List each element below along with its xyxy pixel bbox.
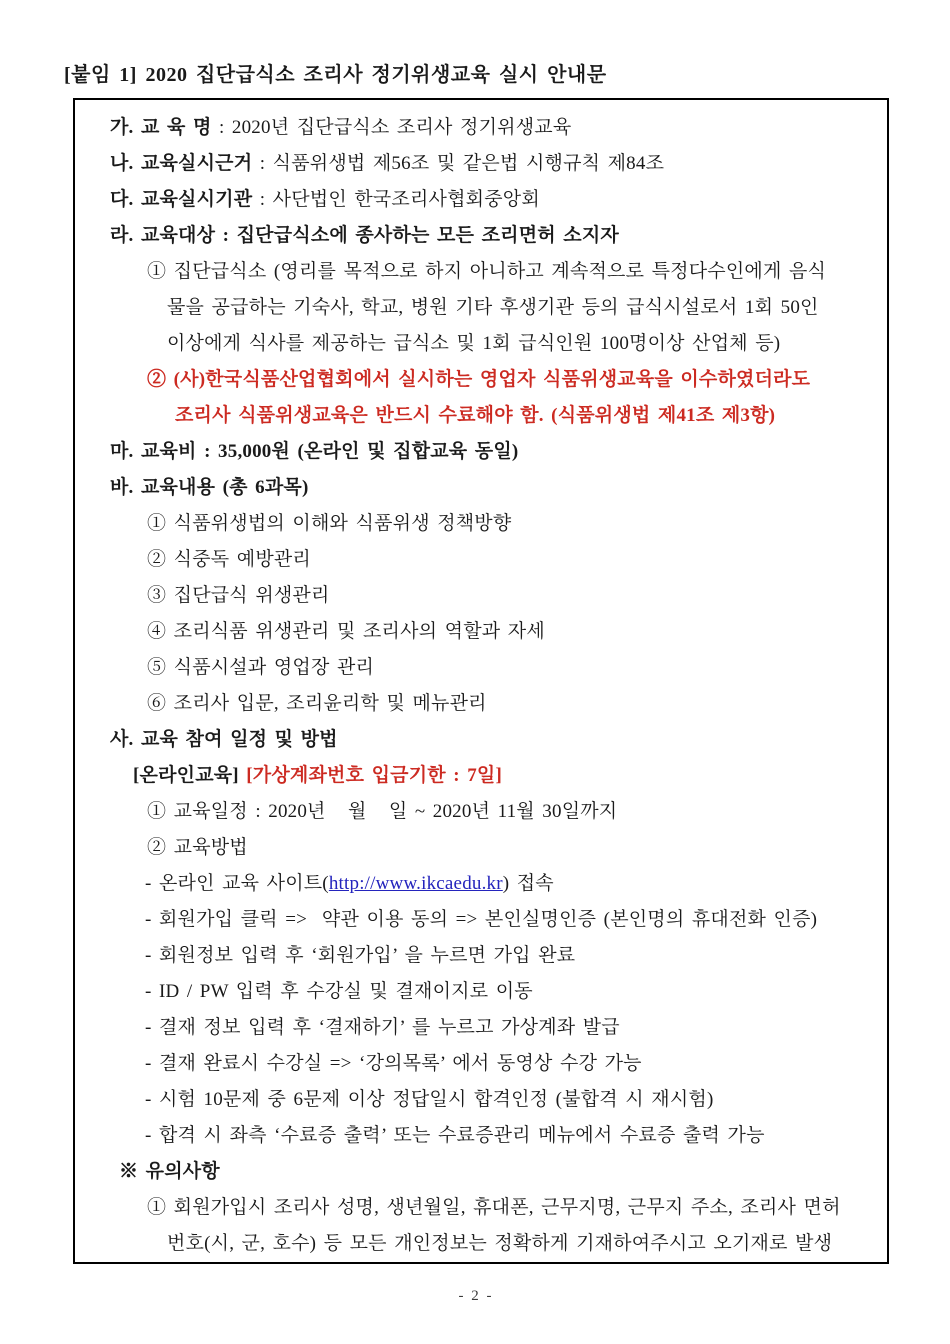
line-target-item1 <box>75 254 887 290</box>
line-payment-info <box>75 1010 887 1046</box>
line-education-agency <box>75 182 887 218</box>
line-subject-4 <box>75 614 887 650</box>
line-text: ① 집단급식소 (영리를 목적으로 하지 아니하고 계속적으로 특정다수인에게 음식 <box>147 261 827 282</box>
line-signup-click <box>75 902 887 938</box>
line-education-target <box>75 218 887 254</box>
line-text: : 사단법인 한국조리사협회중앙회 <box>252 189 540 210</box>
line-label: 바. 교육내용 (총 6과목) <box>110 477 309 498</box>
line-subject-3 <box>75 578 887 614</box>
line-text: ① 회원가입시 조리사 성명, 생년월일, 휴대폰, 근무지명, 근무지 주소, 조리사 면허 <box>147 1197 841 1218</box>
line-education-fee <box>75 434 887 470</box>
line-legal-basis <box>75 146 887 182</box>
education-site-link[interactable]: http://www.ikcaedu.kr <box>328 873 503 894</box>
line-education-schedule <box>75 794 887 830</box>
line-text: - 시험 10문제 중 6문제 이상 정답일시 합격인정 (불합격 시 재시험) <box>145 1089 714 1110</box>
line-exam-rule <box>75 1082 887 1118</box>
line-text: - 합격 시 좌측 ‘수료증 출력’ 또는 수료증관리 메뉴에서 수료증 출력 가능 <box>145 1125 765 1146</box>
line-red-text: ② (사)한국식품산업협회에서 실시하는 영업자 식품위생교육을 이수하였더라도 <box>147 369 811 390</box>
line-label: 사. 교육 참여 일정 및 방법 <box>110 729 338 750</box>
line-label: 나. 교육실시근거 <box>110 153 253 174</box>
line-payment-complete <box>75 1046 887 1082</box>
line-text: : 식품위생법 제56조 및 같은법 시행규칙 제84조 <box>252 153 665 174</box>
line-text: ① 식품위생법의 이해와 식품위생 정책방향 <box>147 513 512 534</box>
line-member-info <box>75 938 887 974</box>
line-text: ① 교육일정 : 2020년 월 일 ~ 2020년 11월 30일까지 <box>147 801 618 822</box>
line-text: 이상에게 식사를 제공하는 급식소 및 1회 급식인원 100명이상 산업체 등) <box>167 333 781 354</box>
line-certificate-print <box>75 1118 887 1154</box>
line-target-item1-cont1 <box>75 290 887 326</box>
line-text: - 회원정보 입력 후 ‘회원가입’ 을 누르면 가입 완료 <box>145 945 576 966</box>
line-label: [온라인교육] <box>133 765 247 786</box>
line-text: - ID / PW 입력 후 수강실 및 결재이지로 이동 <box>145 981 533 1002</box>
line-text: ② 교육방법 <box>147 837 248 858</box>
line-education-contents <box>75 470 887 506</box>
line-text: - 결재 완료시 수강실 => ‘강의목록’ 에서 동영상 수강 가능 <box>145 1053 642 1074</box>
line-target-item2-red-cont <box>75 398 887 434</box>
line-text: ) 접속 <box>502 873 554 894</box>
line-text: 번호(시, 군, 호수) 등 모든 개인정보는 정확하게 기재하여주시고 오기재로 발생 <box>167 1233 833 1254</box>
line-label: 마. 교육비 : 35,000원 (온라인 및 집합교육 동일) <box>110 441 519 462</box>
line-online-education <box>75 758 887 794</box>
line-red-text: 조리사 식품위생교육은 반드시 수료해야 함. (식품위생법 제41조 제3항) <box>175 405 776 426</box>
line-subject-5 <box>75 650 887 686</box>
line-notes-heading <box>75 1154 887 1190</box>
page-number: - 2 - <box>458 1288 492 1304</box>
line-label: 다. 교육실시기관 <box>110 189 253 210</box>
line-text: ④ 조리식품 위생관리 및 조리사의 역할과 자세 <box>147 621 545 642</box>
line-label: 가. 교 육 명 <box>110 117 212 138</box>
line-text: ② 식중독 예방관리 <box>147 549 311 570</box>
line-text: ③ 집단급식 위생관리 <box>147 585 330 606</box>
line-education-method <box>75 830 887 866</box>
line-label: ※ 유의사항 <box>119 1161 220 1182</box>
line-id-pw <box>75 974 887 1010</box>
line-text: ⑥ 조리사 입문, 조리윤리학 및 메뉴관리 <box>147 693 487 714</box>
attachment-title: [붙임 1] 2020 집단급식소 조리사 정기위생교육 실시 안내문 <box>64 64 607 86</box>
line-subject-6 <box>75 686 887 722</box>
notice-body-box <box>73 98 889 1264</box>
line-education-name <box>75 110 887 146</box>
line-schedule-method <box>75 722 887 758</box>
line-text: : 2020년 집단급식소 조리사 정기위생교육 <box>211 117 572 138</box>
line-subject-1 <box>75 506 887 542</box>
line-text: 물을 공급하는 기숙사, 학교, 병원 기타 후생기관 등의 급식시설로서 1회 50인 <box>167 297 819 318</box>
line-note-1 <box>75 1190 887 1226</box>
line-target-item1-cont2 <box>75 326 887 362</box>
line-target-item2-red <box>75 362 887 398</box>
line-subject-2 <box>75 542 887 578</box>
line-note-1-cont <box>75 1226 887 1262</box>
line-text: - 온라인 교육 사이트( <box>145 873 329 894</box>
line-text: ⑤ 식품시설과 영업장 관리 <box>147 657 375 678</box>
line-text: - 결재 정보 입력 후 ‘결재하기’ 를 누르고 가상계좌 발급 <box>145 1017 620 1038</box>
line-site-access <box>75 866 887 902</box>
line-label: 라. 교육대상 : 집단급식소에 종사하는 모든 조리면허 소지자 <box>110 225 619 246</box>
line-text: - 회원가입 클릭 => 약관 이용 동의 => 본인실명인증 (본인명의 휴대전화 인증) <box>145 909 818 930</box>
deposit-deadline-text: [가상계좌번호 입금기한 : 7일] <box>246 765 503 786</box>
